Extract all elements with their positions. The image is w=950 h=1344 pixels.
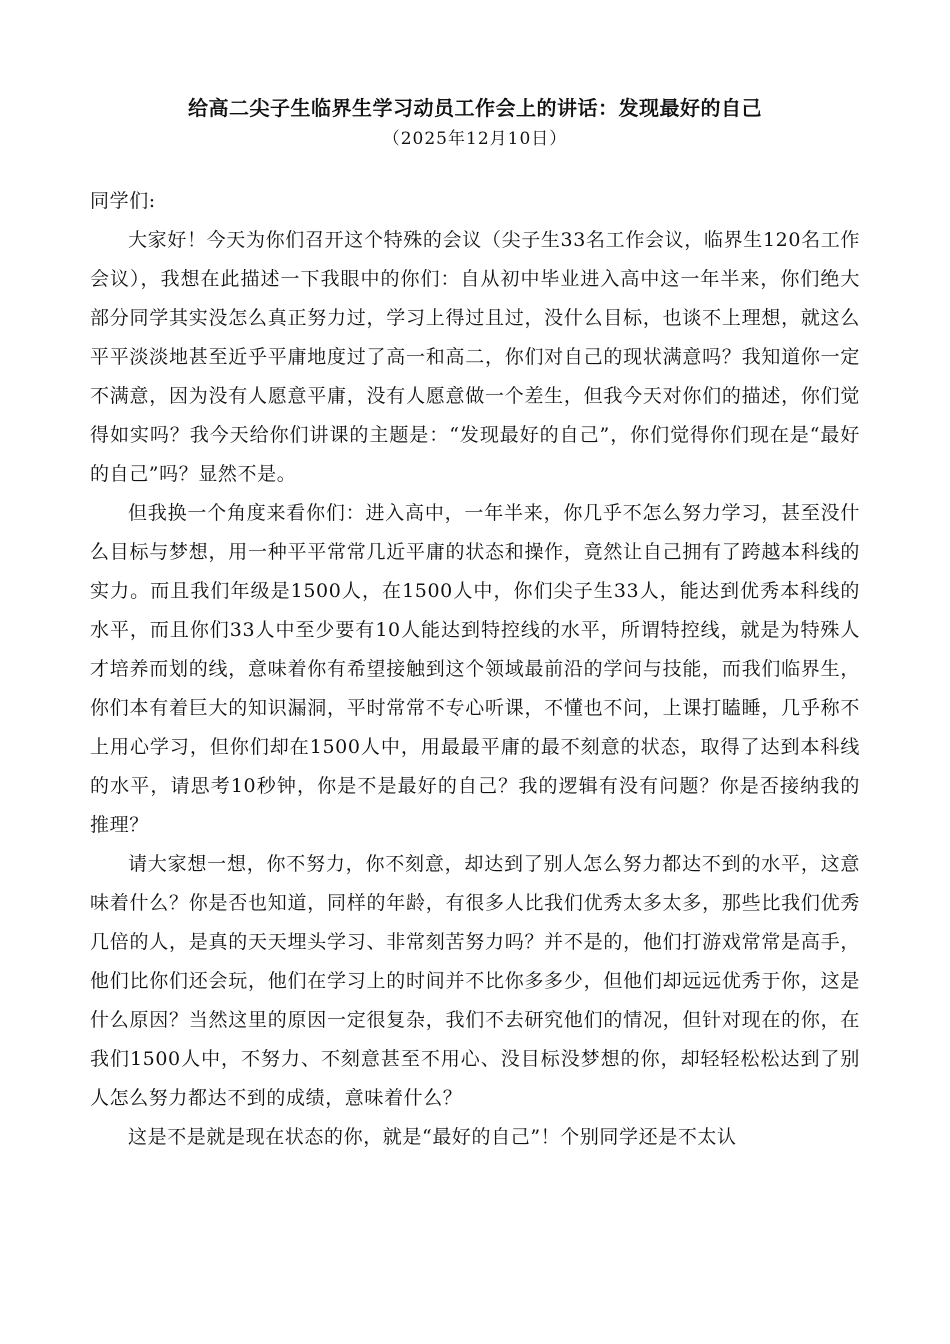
- paragraph-4: 这是不是就是现在状态的你，就是“最好的自己”！个别同学还是不太认: [128, 1126, 737, 1148]
- document-title: 给高二尖子生临界生学习动员工作会上的讲话：发现最好的自己: [188, 96, 762, 120]
- paragraph-3: 请大家想一想，你不努力，你不刻意，却达到了别人怎么努力都达不到的水平，这意味着什么？你是否也知道，同样的年龄，有很多人比我们优秀太多太多，那些比我们优秀几倍的人，是真的天天埋头学习、非常刻苦努力吗？并不是的，他们打游戏常常是高手，他们比你们还会玩，他们在学习上的时间并不比你多多少，但他们却远远优秀于你，这是什么原因？当然这里的原因一定很复杂，我们不去研究他们的情况，但针对现在的你，在我们1500人中，不努力、不刻意甚至不用心、没目标没梦想的你，却轻轻松松达到了别人怎么努力都达不到的成绩，意味着什么？: [90, 853, 860, 1109]
- paragraph-2: 但我换一个角度来看你们：进入高中，一年半来，你几乎不怎么努力学习，甚至没什么目标与梦想，用一种平平常常几近平庸的状态和操作，竟然让自己拥有了跨越本科线的实力。而且我们年级是1500人，在1500人中，你们尖子生33人，能达到优秀本科线的水平，而且你们33人中至少要有10人能达到特控线的水平，所谓特控线，就是为特殊人才培养而划的线，意味着你有希望接触到这个领域最前沿的学问与技能，而我们临界生，你们本有着巨大的知识漏洞，平时常常不专心听课，不懂也不问，上课打瞌睡，几乎称不上用心学习，但你们却在1500人中，用最最平庸的最不刻意的状态，取得了达到本科线的水平，请思考10秒钟，你是不是最好的自己？我的逻辑有没有问题？你是否接纳我的推理？: [90, 502, 860, 836]
- salutation: 同学们:: [90, 190, 156, 212]
- document-body: [90, 182, 860, 1157]
- document-date: （2025年12月10日）: [382, 129, 568, 149]
- paragraph-1: 大家好！今天为你们召开这个特殊的会议（尖子生33名工作会议，临界生120名工作会议），我想在此描述一下我眼中的你们：自从初中毕业进入高中这一年半来，你们绝大部分同学其实没怎么真正努力过，学习上得过且过，没什么目标，也谈不上理想，就这么平平淡淡地甚至近乎平庸地度过了高一和高二，你们对自己的现状满意吗？我知道你一定不满意，因为没有人愿意平庸，没有人愿意做一个差生，但我今天对你们的描述，你们觉得如实吗？我今天给你们讲课的主题是：“发现最好的自己”，你们觉得你们现在是“最好的自己”吗？显然不是。: [90, 229, 860, 485]
- document-page: [90, 92, 860, 1157]
